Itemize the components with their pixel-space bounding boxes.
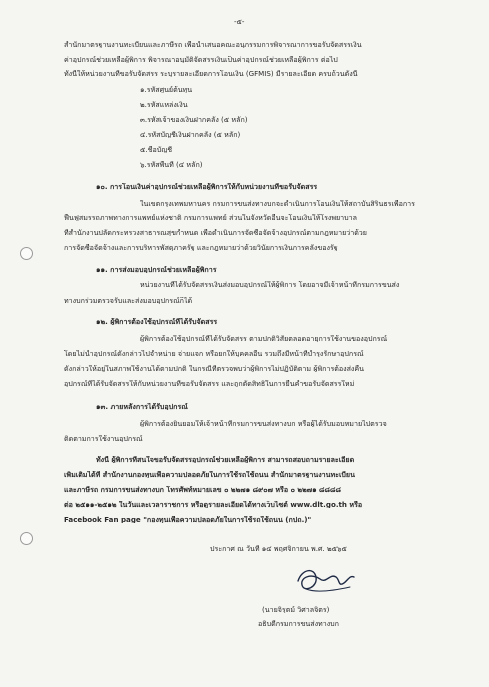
section-line: ที่สำนักงานปลัดกระทรวงสาธารณสุขกำหนด เพื่อดำเนินการจัดซื้อจัดจ้างอุปกรณ์ตามกฎหมายว่าด้วย [64, 229, 367, 237]
signatory-name: (นายจิรุตม์ วิศาลจิตร) [262, 606, 330, 614]
section-line: ดังกล่าวให้อยู่ในสภาพใช้งานได้ตามปกติ ในกรณีที่ตรวจพบว่าผู้พิการไม่ปฏิบัติตาม ผู้พิการต้องส่งคืน [64, 365, 364, 373]
closing-line: Facebook Fan page "กองทุนเพื่อความปลอดภัยในการใช้รถใช้ถนน (กปถ.)" [64, 516, 312, 524]
section-heading: ๑๓. ภายหลังการได้รับอุปกรณ์ [96, 403, 188, 411]
signatory-title: อธิบดีกรมการขนส่งทางบก [258, 620, 339, 628]
section-line: โดยไม่นำอุปกรณ์ดังกล่าวไปจำหน่าย จ่ายแจก หรือยกให้บุคคลอื่น รวมถึงมีหน้าที่บำรุงรักษาอุปกรณ์ [64, 350, 364, 358]
closing-line: เพิ่มเติมได้ที่ สำนักงานกองทุนเพื่อความปลอดภัยในการใช้รถใช้ถนน สำนักมาตรฐานงานทะเบียน [64, 471, 355, 479]
intro-line: สำนักมาตรฐานงานทะเบียนและภาษีรถ เพื่อนำเสนอคณะอนุกรรมการพิจารณาการขอรับจัดสรรเงิน [64, 41, 362, 49]
intro-line: ทั้งนี้ให้หน่วยงานที่ขอรับจัดสรร ระบุรายละเอียดการโอนเงิน (GFMIS) มีรายละเอียด ครบถ้วนดังนี้ [64, 70, 358, 78]
closing-line: และภาษีรถ กรมการขนส่งทางบก โทรศัพท์หมายเลข ๐ ๒๒๗๑ ๘๙๐๗ หรือ ๐ ๒๒๗๑ ๘๘๘๘ [64, 486, 341, 494]
signature [292, 563, 356, 599]
section-line: ติดตามการใช้งานอุปกรณ์ [64, 435, 143, 443]
section-line: หน่วยงานที่ได้รับจัดสรรเงินส่งมอบอุปกรณ์ให้ผู้พิการ โดยอาจมีเจ้าหน้าที่กรมการขนส่ง [140, 281, 400, 289]
section-heading: ๑๑. การส่งมอบอุปกรณ์ช่วยเหลือผู้พิการ [96, 266, 217, 274]
section-line: การจัดซื้อจัดจ้างและการบริหารพัสดุภาครัฐ และกฎหมายว่าด้วยวินัยการเงินการคลังของรัฐ [64, 244, 338, 252]
closing-line: ทั้งนี้ ผู้พิการที่สนใจขอรับจัดสรรอุปกรณ์ช่วยเหลือผู้พิการ สามารถสอบถามรายละเอียด [96, 456, 355, 464]
gfmis-item: ๔.รหัสบัญชีเงินฝากคลัง (๕ หลัก) [140, 131, 241, 139]
section-line: ผู้พิการต้องยินยอมให้เจ้าหน้าที่กรมการขนส่งทางบก หรือผู้ได้รับมอบหมายไปตรวจ [140, 420, 387, 428]
section-line: ผู้พิการต้องใช้อุปกรณ์ที่ได้รับจัดสรร ตามปกติวิสัยตลอดอายุการใช้งานของอุปกรณ์ [140, 335, 388, 343]
punch-hole [20, 532, 33, 545]
gfmis-item: ๒.รหัสแหล่งเงิน [140, 101, 188, 109]
gfmis-item: ๕.ชื่อบัญชี [140, 146, 173, 154]
section-line: ทางบกร่วมตรวจรับและส่งมอบอุปกรณ์ก็ได้ [64, 297, 193, 305]
punch-hole [20, 247, 33, 260]
intro-line: ค่าอุปกรณ์ช่วยเหลือผู้พิการ พิจารณาอนุมัติจัดสรรเงินเป็นค่าอุปกรณ์ช่วยเหลือผู้พิการ ต่อไป [64, 56, 338, 64]
section-line: ในเขตกรุงเทพมหานคร กรมการขนส่งทางบกจะดำเนินการโอนเงินให้สถาบันสิรินธรเพื่อการ [140, 200, 415, 208]
section-heading: ๑๐. การโอนเงินค่าอุปกรณ์ช่วยเหลือผู้พิการให้กับหน่วยงานที่ขอรับจัดสรร [96, 183, 318, 191]
section-heading: ๑๒. ผู้พิการต้องใช้อุปกรณ์ที่ได้รับจัดสรร [96, 318, 218, 326]
closing-line: ต่อ ๒๕๑๑-๒๕๑๒ ในวันและเวลาราชการ หรือดูรายละเอียดได้ทางเว็บไซต์ www.dlt.go.th หรือ [64, 501, 363, 509]
gfmis-item: ๑.รหัสศูนย์ต้นทุน [140, 86, 193, 94]
announcement-date: ประกาศ ณ วันที่ ๑๔ พฤศจิกายน พ.ศ. ๒๕๖๕ [210, 545, 347, 553]
gfmis-item: ๓.รหัสเจ้าของเงินฝากคลัง (๕ หลัก) [140, 116, 248, 124]
section-line: ฟื้นฟูสมรรถภาพทางการแพทย์แห่งชาติ กรมการแพทย์ ส่วนในจังหวัดอื่นจะโอนเงินให้โรงพยาบาล [64, 214, 357, 222]
page-number: -๕- [234, 18, 245, 26]
section-line: อุปกรณ์ที่ได้รับจัดสรรให้กับหน่วยงานที่ขอรับจัดสรร และถูกตัดสิทธิในการยื่นคำขอรับจัดสรรใหม่ [64, 380, 355, 388]
gfmis-item: ๖.รหัสพื้นที่ (๔ หลัก) [140, 161, 203, 169]
